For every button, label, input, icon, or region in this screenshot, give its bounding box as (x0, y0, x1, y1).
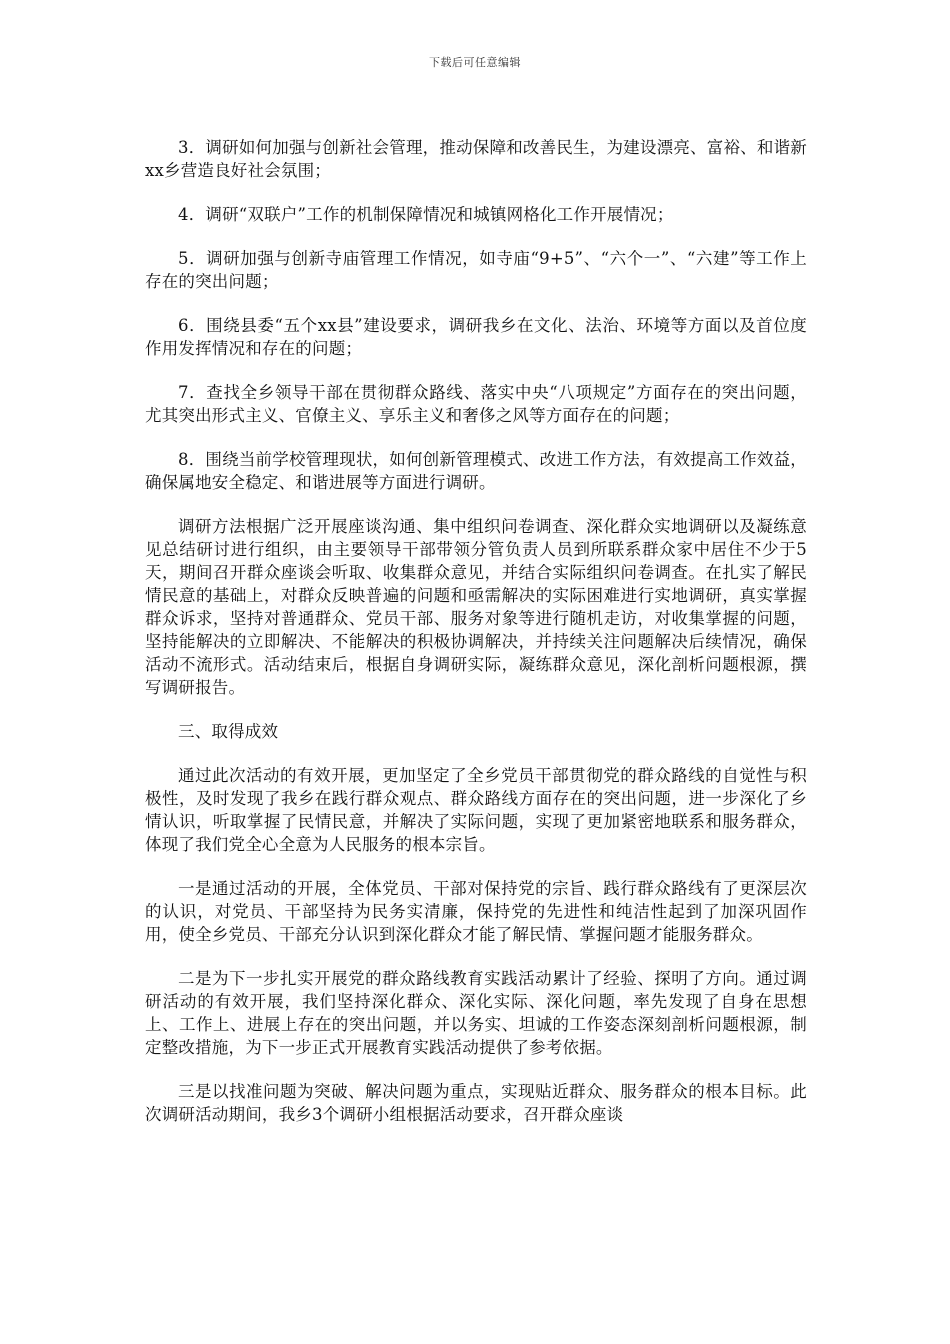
section-heading-results: 三、取得成效 (178, 722, 279, 741)
paragraph-result-one: 一是通过活动的开展，全体党员、干部对保持党的宗旨、践行群众路线有了更深层次的认识，对党员、干部坚持为民务实清廉，保持党的先进性和纯洁性起到了加深巩固作用，使全乡党员、干部充分认识到深化群众才能了解民情、掌握问题才能服务群众。 (145, 879, 807, 944)
page-header-note: 下载后可任意编辑 (429, 56, 521, 69)
paragraph-research-method: 调研方法根据广泛开展座谈沟通、集中组织问卷调查、深化群众实地调研以及凝练意见总结研讨进行组织，由主要领导干部带领分管负责人员到所联系群众家中居住不少于5天，期间召开群众座谈会听取、收集群众意见，并结合实际组织问卷调查。在扎实了解民情民意的基础上，对群众反映普遍的问题和亟需解决的实际困难进行实地调研，真实掌握群众诉求，坚持对普通群众、党员干部、服务对象等进行随机走访，对收集掌握的问题，坚持能解决的立即解决、不能解决的积极协调解决，并持续关注问题解决后续情况，确保活动不流形式。活动结束后，根据自身调研实际，凝练群众意见，深化剖析问题根源，撰写调研报告。 (145, 517, 807, 697)
paragraph-item-3: 3．调研如何加强与创新社会管理，推动保障和改善民生，为建设漂亮、富裕、和谐新xx乡营造良好社会氛围； (145, 138, 807, 180)
paragraph-result-three: 三是以找准问题为突破、解决问题为重点，实现贴近群众、服务群众的根本目标。此次调研活动期间，我乡3个调研小组根据活动要求，召开群众座谈 (145, 1082, 807, 1124)
paragraph-item-6: 6．围绕县委“五个xx县”建设要求，调研我乡在文化、法治、环境等方面以及首位度作用发挥情况和存在的问题； (145, 316, 807, 358)
paragraph-item-8: 8．围绕当前学校管理现状，如何创新管理模式、改进工作方法，有效提高工作效益，确保属地安全稳定、和谐进展等方面进行调研。 (145, 450, 807, 492)
document-body (145, 136, 807, 1147)
paragraph-item-5: 5．调研加强与创新寺庙管理工作情况，如寺庙“9+5”、“六个一”、“六建”等工作上存在的突出问题； (145, 249, 807, 291)
paragraph-result-two: 二是为下一步扎实开展党的群众路线教育实践活动累计了经验、探明了方向。通过调研活动的有效开展，我们坚持深化群众、深化实际、深化问题，率先发现了自身在思想上、工作上、进展上存在的突出问题，并以务实、坦诚的工作姿态深刻剖析问题根源，制定整改措施，为下一步正式开展教育实践活动提供了参考依据。 (145, 969, 807, 1057)
paragraph-item-4: 4．调研“双联户”工作的机制保障情况和城镇网格化工作开展情况； (178, 205, 674, 224)
paragraph-item-7: 7．查找全乡领导干部在贯彻群众路线、落实中央“八项规定”方面存在的突出问题，尤其突出形式主义、官僚主义、享乐主义和奢侈之风等方面存在的问题； (145, 383, 807, 425)
paragraph-results-summary: 通过此次活动的有效开展，更加坚定了全乡党员干部贯彻党的群众路线的自觉性与积极性，及时发现了我乡在践行群众观点、群众路线方面存在的突出问题，进一步深化了乡情认识，听取掌握了民情民意，并解决了实际问题，实现了更加紧密地联系和服务群众，体现了我们党全心全意为人民服务的根本宗旨。 (145, 766, 807, 854)
